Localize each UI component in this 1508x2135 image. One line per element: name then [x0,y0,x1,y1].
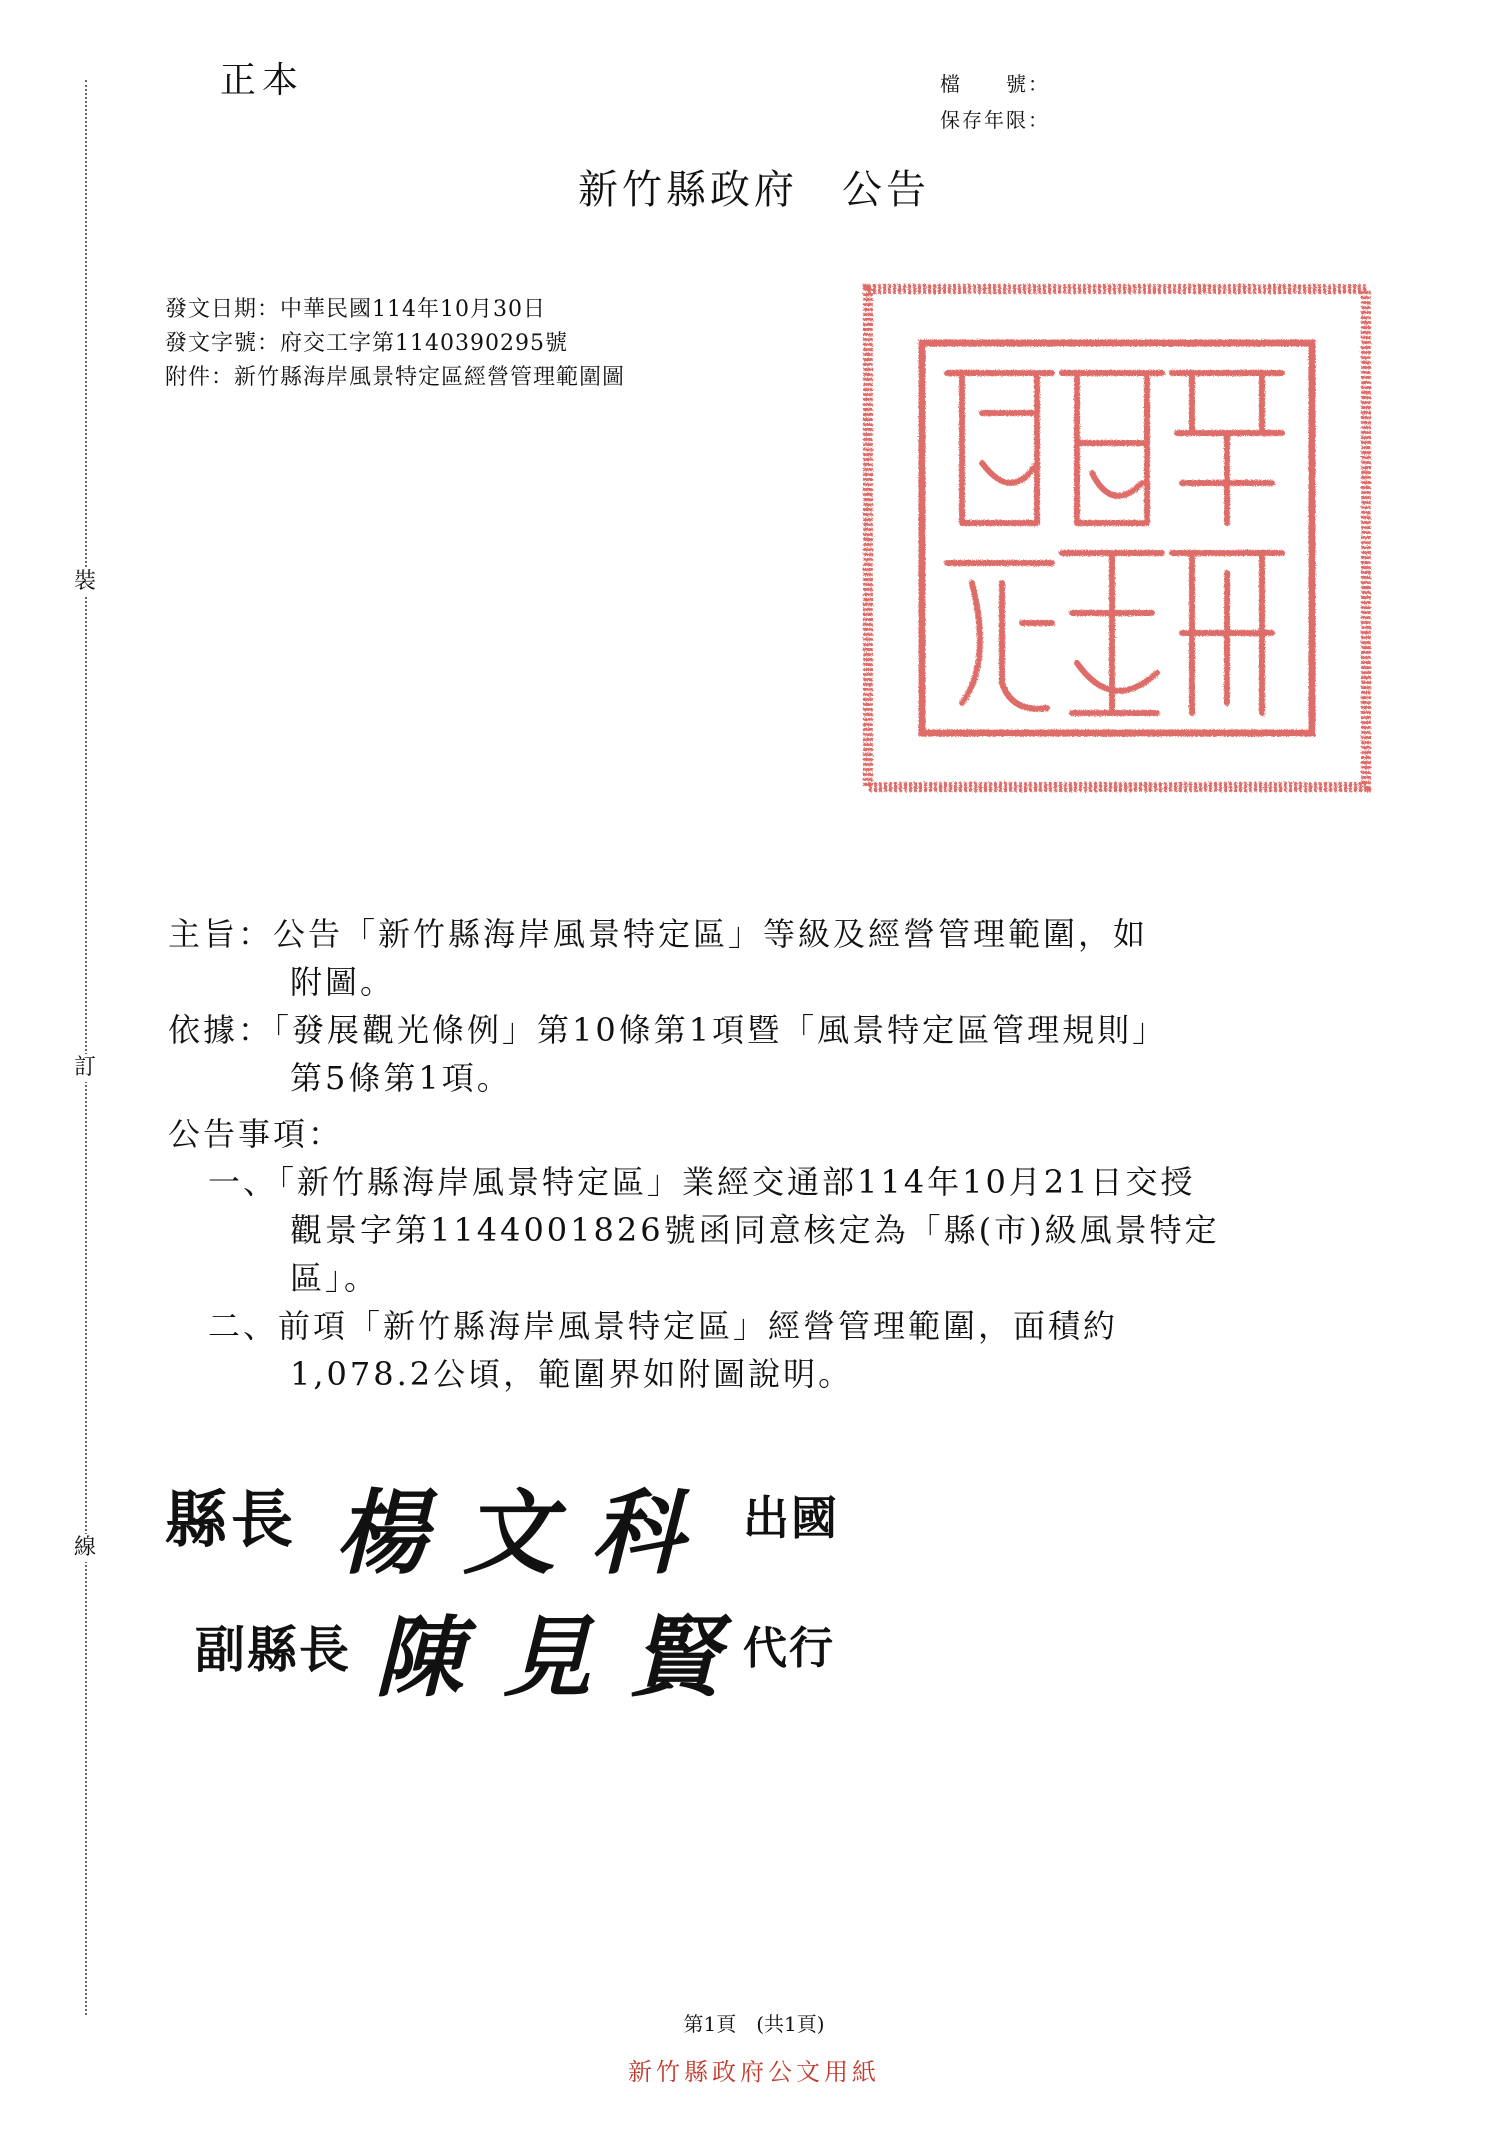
item-1-line-1: 一、「新竹縣海岸風景特定區」業經交通部114年10月21日交授 [208,1163,1196,1201]
item-2-line-1: 二、前項「新竹縣海岸風景特定區」經營管理範圍，面積約 [208,1307,1119,1345]
magistrate-title: 縣長 [165,1483,298,1556]
attachment-line: 附件：新竹縣海岸風景特定區經營管理範圍圖 [165,365,626,390]
magistrate-name: 楊文科 [335,1479,720,1587]
binding-char-bottom: 線 [73,1535,96,1560]
item-1-line-2: 觀景字第1144001826號函同意核定為「縣(市)級風景特定 [290,1211,1220,1249]
page-number: 第1頁 (共1頁) [683,2012,825,2036]
signature-block [165,1460,885,1720]
issue-date: 發文日期：中華民國114年10月30日 [165,297,546,322]
document-title: 新竹縣政府 公告 [578,167,930,213]
subject-line-1: 主旨：公告「新竹縣海岸風景特定區」等級及經營管理範圍，如 [168,915,1149,953]
subject-line-2: 附圖。 [290,963,396,1001]
official-paper-label: 新竹縣政府公文用紙 [628,2058,880,2086]
deputy-name: 陳見賢 [375,1605,760,1709]
basis-line-1: 依據：「發展觀光條例」第10條第1項暨「風景特定區管理規則」 [168,1011,1168,1049]
issue-number: 發文字號：府交工字第1140390295號 [165,331,568,356]
copy-label: 正本 [220,60,305,101]
deputy-note: 代行 [743,1623,835,1674]
deputy-title: 副縣長 [195,1620,351,1679]
file-number-label: 檔 號： [940,72,1050,96]
retention-period-label: 保存年限： [940,108,1050,132]
binding-char-top: 裝 [73,569,96,594]
binding-line [85,80,87,2015]
matters-label: 公告事項： [168,1115,344,1153]
basis-line-2: 第5條第1項。 [290,1059,512,1097]
item-1-line-3: 區」。 [290,1259,380,1297]
official-seal [862,283,1372,793]
item-2-line-2: 1,078.2公頃，範圍界如附圖說明。 [290,1355,854,1393]
binding-char-mid: 訂 [73,1055,96,1080]
magistrate-note: 出國 [743,1491,839,1545]
